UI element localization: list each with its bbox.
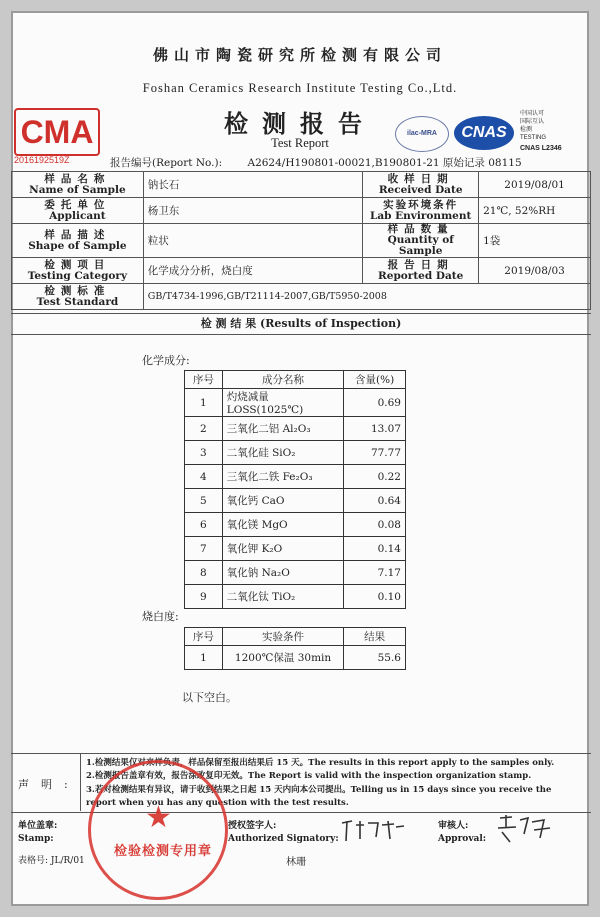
category-value: 化学成分分析，烧白度 [143, 258, 362, 284]
chem-cell-no: 9 [185, 585, 223, 609]
report-title-en: Test Report [271, 136, 329, 150]
approval-label: 审核人: Approval: [438, 821, 487, 844]
chem-cell-value: 0.22 [344, 465, 406, 489]
notes-label: 声明: [18, 778, 80, 791]
applicant-value: 杨卫东 [143, 198, 362, 224]
chem-row [185, 465, 406, 489]
note-line: report when you has any question with the test results. [86, 797, 349, 808]
cnas-description: 中国认可 国际互认 检测 TESTING [520, 111, 547, 141]
note-line: 3.若对检测结果有异议，请于收到结果之日起 15 天内向本公司提出。Telling us in 15 days since you receive the [86, 784, 552, 795]
chem-cell-name: 氧化钾 K₂O [222, 537, 344, 561]
company-name-cn: 佛山市陶瓷研究所检测有限公司 [152, 46, 447, 64]
chem-header: 成分名称 [222, 371, 344, 389]
ilac-mra-logo-icon: ilac-MRA [395, 116, 449, 152]
info-row [12, 198, 591, 224]
chem-row [185, 513, 406, 537]
reported-date-value: 2019/08/03 [479, 258, 591, 284]
chem-cell-name: 二氧化硅 SiO₂ [222, 441, 344, 465]
report-title-cn: 检测报告 [224, 109, 376, 138]
info-label: 样品数量 Quantity of Sample [363, 224, 479, 258]
info-label: 报告日期 Reported Date [363, 258, 479, 284]
chem-header: 序号 [185, 371, 223, 389]
chem-cell-name: 三氧化二铝 Al₂O₃ [222, 417, 344, 441]
chem-cell-name: 氧化钙 CaO [222, 489, 344, 513]
whiteness-table [184, 627, 406, 670]
chem-cell-no: 5 [185, 489, 223, 513]
chem-cell-no: 2 [185, 417, 223, 441]
chem-cell-name: 灼烧减量 LOSS(1025℃) [222, 389, 344, 417]
chem-cell-value: 0.14 [344, 537, 406, 561]
cnas-logo-icon: CNAS [454, 116, 514, 150]
info-row [12, 258, 591, 284]
seal-text: 检验检测专用章 [113, 844, 212, 859]
whiteness-row [185, 646, 406, 670]
whiteness-cell-value: 55.6 [344, 646, 406, 670]
chem-cell-value: 0.64 [344, 489, 406, 513]
cnas-code: CNAS L2346 [520, 145, 562, 152]
whiteness-header: 实验条件 [222, 628, 343, 646]
chem-header-row [185, 371, 406, 389]
signatory-name: 林珊 [286, 857, 306, 868]
chem-row [185, 417, 406, 441]
info-row [12, 172, 591, 198]
chem-cell-no: 7 [185, 537, 223, 561]
standard-value: GB/T4734-1996,GB/T21114-2007,GB/T5950-2008 [143, 284, 590, 310]
chem-cell-name: 氧化钠 Na₂O [222, 561, 344, 585]
cma-logo-icon: CMA [14, 108, 100, 156]
whiteness-header: 结果 [344, 628, 406, 646]
chem-row [185, 585, 406, 609]
chem-cell-no: 4 [185, 465, 223, 489]
sample-info-table [11, 171, 591, 310]
whiteness-cell-cond: 1200℃保温 30min [222, 646, 343, 670]
chem-cell-name: 氧化镁 MgO [222, 513, 344, 537]
chem-cell-value: 0.08 [344, 513, 406, 537]
chem-row [185, 489, 406, 513]
chem-cell-no: 3 [185, 441, 223, 465]
info-row [12, 224, 591, 258]
report-number-label: 报告编号(Report No.): [110, 157, 223, 169]
original-record: 原始记录 08115 [442, 157, 522, 169]
chem-table [184, 370, 406, 609]
note-line: 2.检测报告盖章有效，报告涂改复印无效。The Report is valid with the inspection organization stamp. [86, 771, 532, 782]
form-number: 表格号: JL/R/01 [18, 856, 85, 866]
chem-section-label: 化学成分: [142, 354, 190, 367]
blank-below-note: 以下空白。 [182, 691, 237, 704]
chem-cell-name: 二氧化钛 TiO₂ [222, 585, 344, 609]
chem-header: 含量(%) [344, 371, 406, 389]
chem-cell-no: 6 [185, 513, 223, 537]
chem-cell-value: 7.17 [344, 561, 406, 585]
chem-cell-no: 8 [185, 561, 223, 585]
chem-row [185, 441, 406, 465]
shape-value: 粒状 [143, 224, 362, 258]
info-label: 收样日期 Received Date [363, 172, 479, 198]
sample-name-value: 钠长石 [143, 172, 362, 198]
info-label: 检测项目 Testing Category [12, 258, 144, 284]
notes-divider [80, 753, 81, 811]
company-name-en: Foshan Ceramics Research Institute Testing Co.,Ltd. [142, 81, 458, 95]
signatory-label: 授权签字人: Authorized Signatory: [228, 821, 339, 844]
chem-cell-value: 77.77 [344, 441, 406, 465]
seal-star-icon: ★ [145, 800, 172, 835]
results-title: 检 测 结 果 (Results of Inspection) [11, 313, 591, 335]
info-label: 样品描述 Shape of Sample [12, 224, 144, 258]
whiteness-header: 序号 [185, 628, 223, 646]
signatory-signature [338, 815, 408, 845]
whiteness-section-label: 烧白度: [142, 610, 179, 623]
chem-row [185, 537, 406, 561]
chem-cell-value: 0.10 [344, 585, 406, 609]
quantity-value: 1袋 [479, 224, 591, 258]
info-row [12, 284, 591, 310]
info-label: 实验环境条件 Lab Environment [363, 198, 479, 224]
chem-row [185, 389, 406, 417]
report-number-value: A2624/H190801-00021,B190801-21 [247, 157, 440, 169]
chem-cell-value: 0.69 [344, 389, 406, 417]
info-label: 委托单位 Applicant [12, 198, 144, 224]
received-date-value: 2019/08/01 [479, 172, 591, 198]
stamp-label: 单位盖章: Stamp: [18, 821, 58, 844]
report-number-line [110, 155, 522, 170]
chem-cell-name: 三氧化二铁 Fe₂O₃ [222, 465, 344, 489]
info-label: 检测标准 Test Standard [12, 284, 144, 310]
chem-cell-value: 13.07 [344, 417, 406, 441]
approval-signature [494, 812, 554, 846]
whiteness-cell-no: 1 [185, 646, 223, 670]
lab-environment-value: 21℃, 52%RH [479, 198, 591, 224]
note-line: 1.检测结果仅对来样负责，样品保留至报出结果后 15 天。The results in this report apply to the samples only. [86, 758, 555, 768]
info-label: 样品名称 Name of Sample [12, 172, 144, 198]
chem-row [185, 561, 406, 585]
cma-code: 2016192519Z [14, 155, 70, 165]
chem-cell-no: 1 [185, 389, 223, 417]
whiteness-header-row [185, 628, 406, 646]
